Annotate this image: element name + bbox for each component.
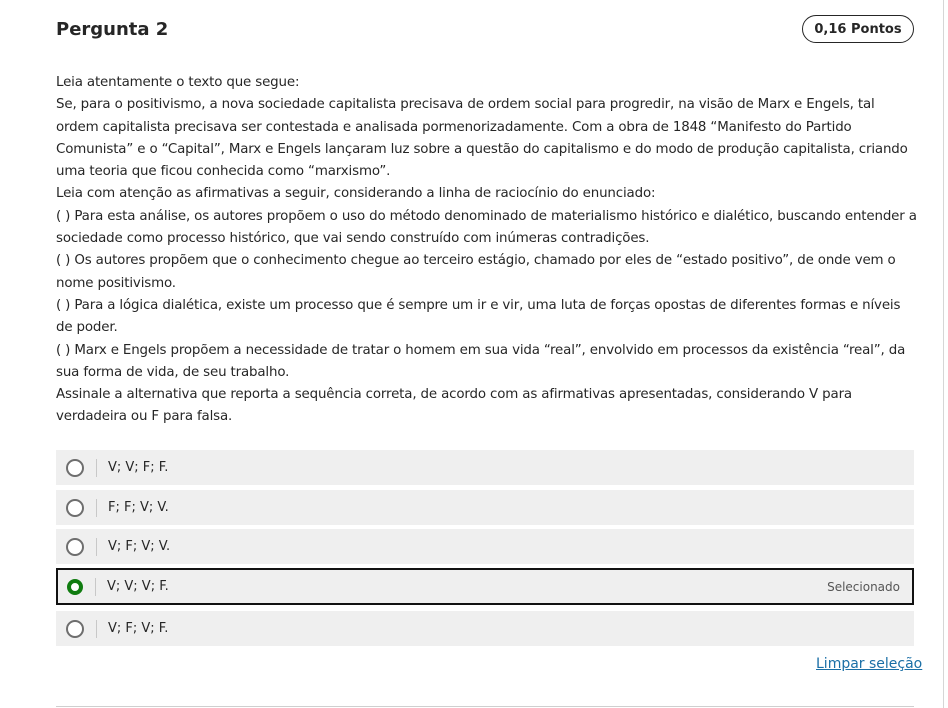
- question-title: Pergunta 2: [56, 19, 169, 40]
- divider: [96, 499, 97, 517]
- answer-option-4-selected[interactable]: [56, 568, 914, 605]
- option-label: F; F; V; V.: [108, 500, 169, 515]
- statement-4: ( ) Marx e Engels propõem a necessidade de tratar o homem em sua vida “real”, envolvido em processos da existência “real”, da sua forma de vida, de seu trabalho.: [56, 342, 906, 380]
- radio-unselected-icon[interactable]: [66, 499, 84, 517]
- question-paragraph: Leia atentamente o texto que segue:: [56, 75, 300, 90]
- option-label: V; F; V; V.: [108, 539, 171, 554]
- question-instruction: Assinale a alternativa que reporta a sequência correta, de acordo com as afirmativas apresentadas, considerando V para verdadeira ou F para falsa.: [56, 387, 852, 425]
- divider: [96, 538, 97, 556]
- scroll-edge-divider: [943, 0, 944, 708]
- divider: [96, 459, 97, 477]
- radio-unselected-icon[interactable]: [66, 459, 84, 477]
- question-paragraph: Leia com atenção as afirmativas a seguir, considerando a linha de raciocínio do enunciado:: [56, 186, 656, 202]
- statement-2: ( ) Os autores propõem que o conhecimento chegue ao terceiro estágio, chamado por eles de “estado positivo”, de onde vem o nome positivismo.: [56, 253, 896, 291]
- answer-option-2[interactable]: [56, 490, 914, 525]
- answer-option-5[interactable]: [56, 611, 914, 646]
- clear-selection-link[interactable]: Limpar seleção: [816, 656, 923, 672]
- option-label: V; V; V; F.: [107, 579, 169, 594]
- divider: [95, 578, 96, 596]
- selected-tag: Selecionado: [827, 579, 900, 594]
- statement-1: ( ) Para esta análise, os autores propõem o uso do método denominado de materialismo histórico e dialético, buscando entender a sociedade como processo histórico, que vai sendo construído com inúmeras contradições.: [56, 208, 917, 247]
- option-label: V; V; F; F.: [108, 460, 169, 475]
- answer-option-1[interactable]: [56, 450, 914, 485]
- statement-3: ( ) Para a lógica dialética, existe um processo que é sempre um ir e vir, uma luta de forças opostas de diferentes formas e níveis de poder.: [56, 297, 901, 336]
- radio-unselected-icon[interactable]: [66, 620, 84, 638]
- divider: [96, 620, 97, 638]
- section-divider: [56, 706, 914, 707]
- question-text: [56, 72, 918, 429]
- radio-unselected-icon[interactable]: [66, 538, 84, 556]
- option-label: V; F; V; F.: [108, 621, 169, 636]
- points-badge: 0,16 Pontos: [802, 15, 914, 43]
- question-paragraph: Se, para o positivismo, a nova sociedade capitalista precisava de ordem social para progredir, na visão de Marx e Engels, tal ordem capitalista precisava ser contestada e analisada pormenorizadamente. Com a obra de 1848 “Manifesto do Partido Comunista” e o “Capital”, Marx e Engels lançaram luz sobre a questão do capitalismo e do modo de produção capitalista, criando uma teoria que ficou conhecida como “marxismo”.: [56, 97, 908, 180]
- answer-option-3[interactable]: [56, 529, 914, 564]
- radio-selected-icon[interactable]: [67, 579, 83, 595]
